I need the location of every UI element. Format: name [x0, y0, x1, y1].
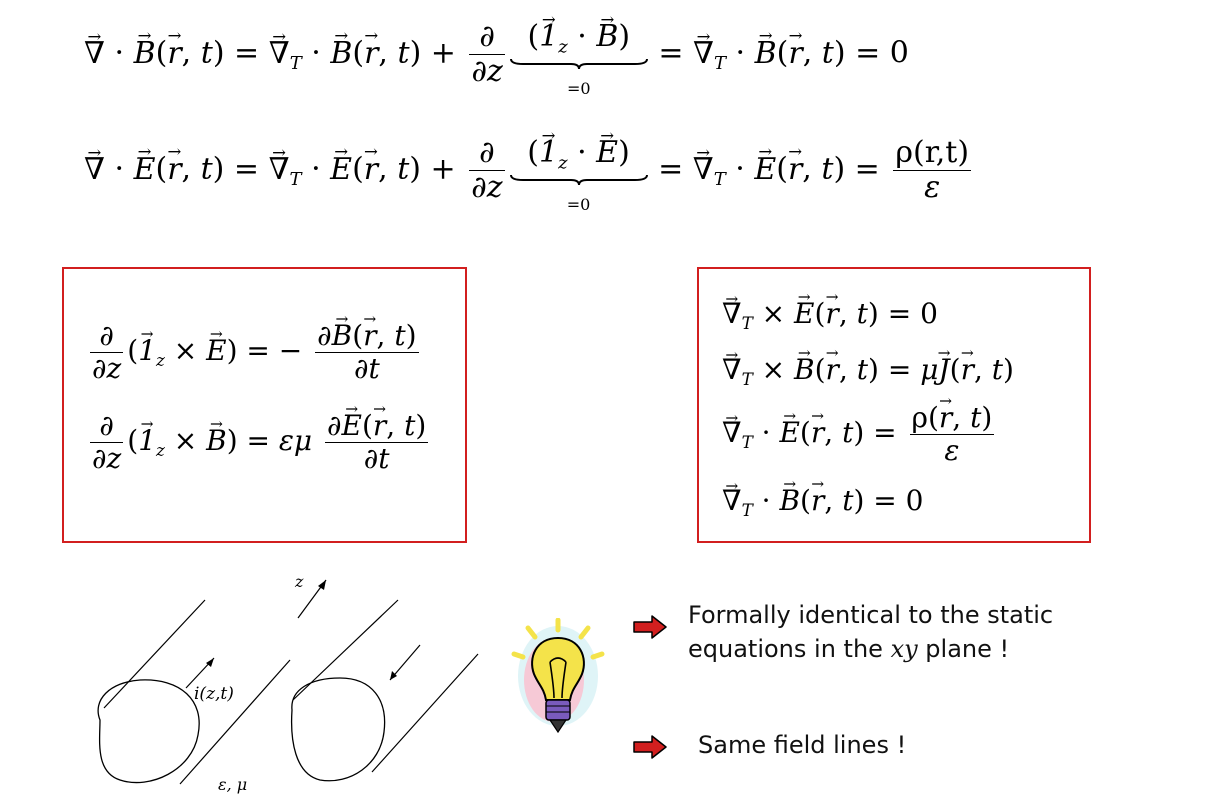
note1-line2-end: plane ! [925, 635, 1010, 664]
result-zero: 0 [889, 35, 909, 71]
epsilon-denominator: ε [924, 170, 941, 205]
faraday-ampere-box [62, 267, 467, 543]
right-box-line-2: → $\nabla_T$ × → B(→ r, t) = μ→ J(→ r, t) [722, 356, 1014, 388]
right-arrow-icon [632, 734, 668, 760]
right-box-line-1: → $\nabla_T$ × → E(→ r, t) = 0 [722, 300, 938, 332]
current-label: i(z,t) [194, 684, 234, 704]
note1-xy: xy [890, 635, 918, 664]
rho-numerator: ρ(r,t) [895, 135, 970, 170]
lightbulb-icon [508, 618, 608, 748]
equation-div-e: → ∇ · → E(→ r, t) = → $\nabla_T$ · → E(→ r, t) + $\frac{\partial}{\partial z}$ (→ $1_z$ · → E) =0 = → $\nabla_T$ · → E(→ r, t) = $\frac{\rho(r,t)}{\varepsilon}$ [84, 138, 975, 216]
note-same-field-lines: Same field lines ! [698, 731, 907, 759]
right-box-line-3: → $\nabla_T$ · → E(→ r, t) = $\frac{\rho(\to r, t)}{\varepsilon}$ [722, 404, 998, 465]
medium-label: ε, μ [218, 775, 248, 794]
left-box-line-2: $\frac{\partial}{\partial z}$ (→ $1_z$ × → B) = εμ $\frac{\partial\to E(\to r, t)}{\partial t}$ [86, 412, 432, 473]
left-box-line-1: $\frac{\partial}{\partial z}$ (→ $1_z$ × → E) = − $\frac{\partial\to B(\to r, t)}{\partial t}$ [86, 322, 423, 383]
underbrace-label: =0 [567, 79, 591, 99]
note1-line1: Formally identical to the static [688, 601, 1054, 629]
two-conductor-diagram [0, 560, 520, 804]
right-box-line-4: → $\nabla_T$ · → B(→ r, t) = 0 [722, 487, 923, 519]
note-formally-identical [688, 598, 1053, 666]
z-axis-label: z [295, 572, 304, 591]
underbrace-label: =0 [566, 195, 591, 215]
right-arrow-icon [632, 614, 668, 640]
equation-div-b: → ∇ · → B(→ r, t) = → $\nabla_T$ · → B(→ r, t) + $\frac{\partial}{\partial z}$ (→ $1_z$ · → B) =0 = → $\nabla_T$ · → B(→ r, t) = 0 [84, 22, 909, 100]
note1-line2-start: equations in the [688, 635, 883, 664]
